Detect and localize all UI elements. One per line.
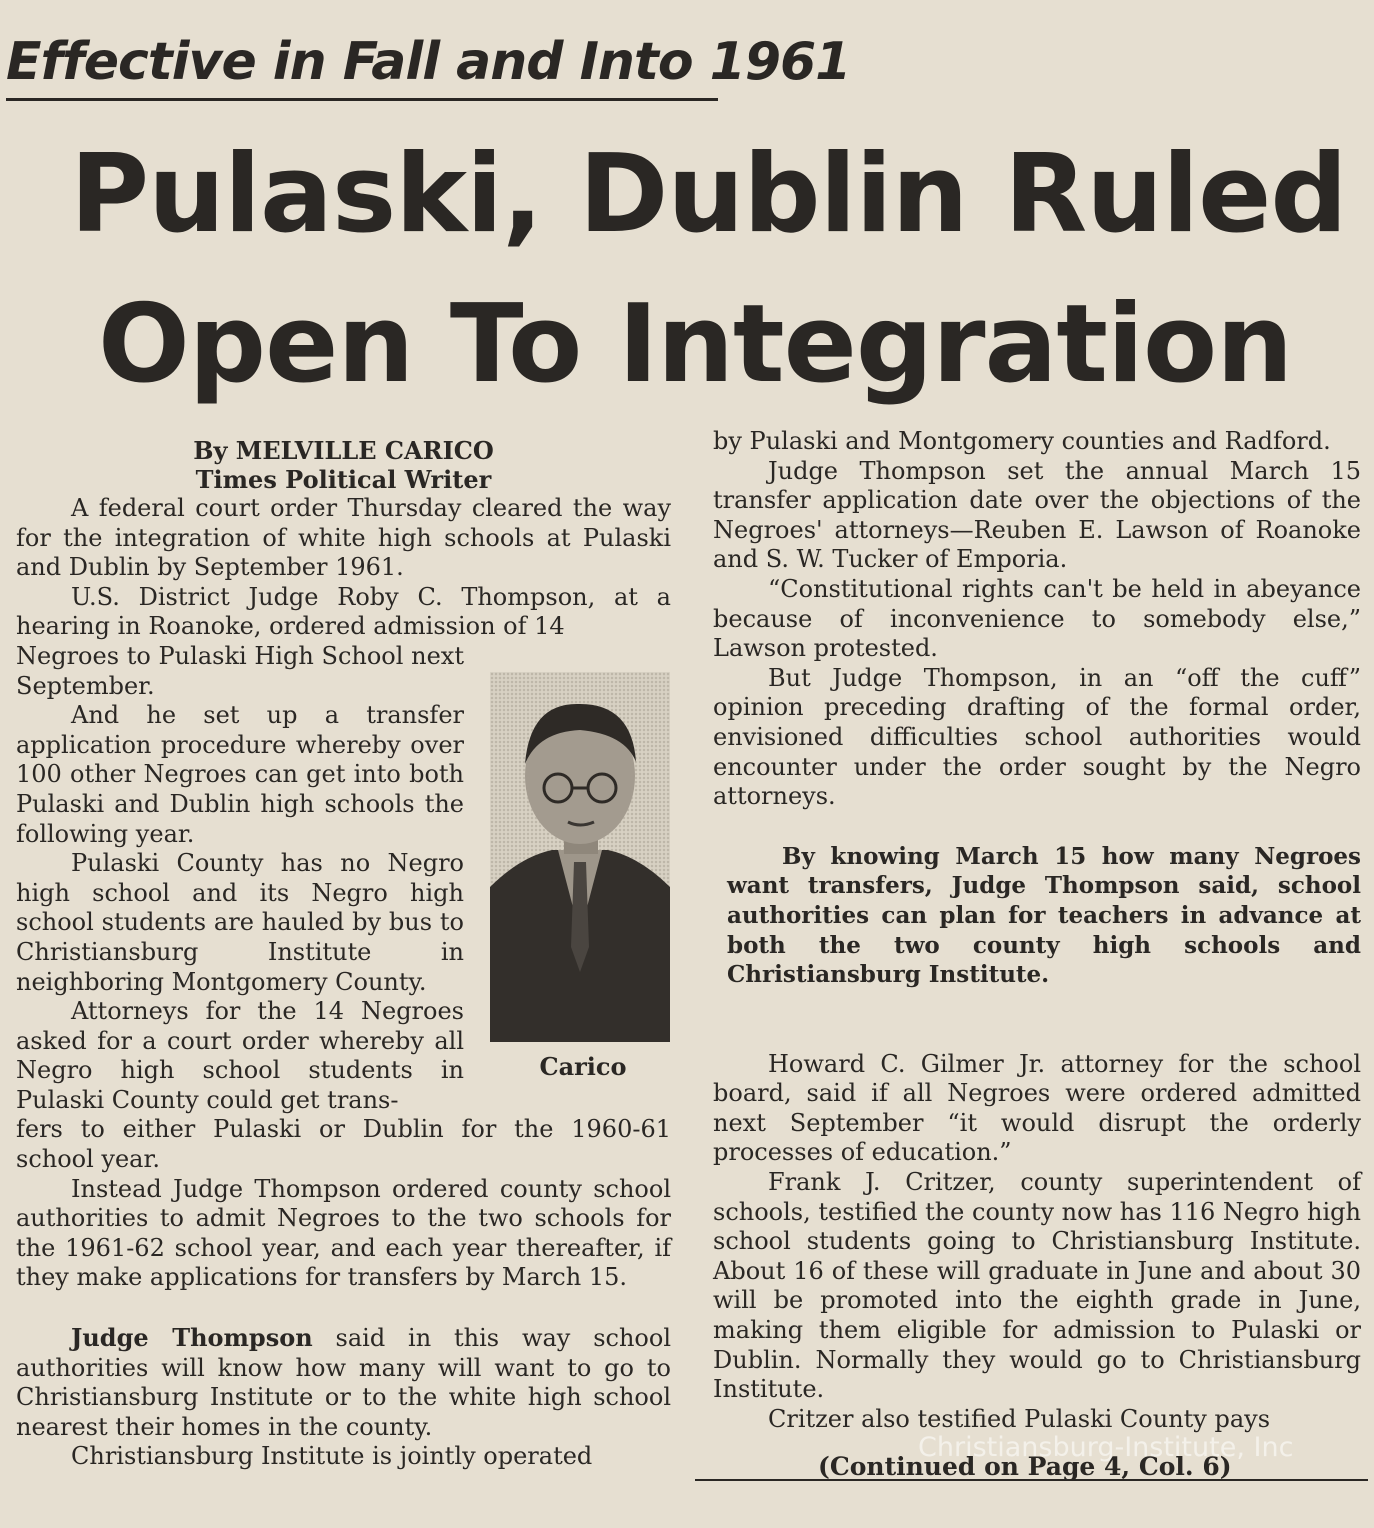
paragraph-text: said in this way school authorities will know how many will want to go to Christiansburg Institute or to the white high school nearest their homes in the county.	[16, 1324, 671, 1441]
main-headline	[70, 120, 1347, 420]
paragraph: A federal court order Thursday cleared the way for the integration of white high schools at Pulaski and Dublin by September 1961.	[16, 494, 671, 582]
headline-line-1: Pulaski, Dublin Ruled	[70, 132, 1347, 257]
byline-title: Times Political Writer	[195, 465, 492, 494]
paragraph: Pulaski County has no Negro high school and its Negro high school students are hauled by bus to Christiansburg Institute in neighboring Montgomery County.	[16, 849, 464, 996]
wrapped-text-beside-photo	[16, 642, 464, 1116]
paragraph	[16, 1323, 671, 1442]
paragraph: “Constitutional rights can't be held in abeyance because of inconvenience to somebody else,” Lawson protested.	[713, 574, 1361, 663]
paragraph: Christiansburg Institute is jointly operated	[71, 1442, 593, 1471]
paragraph: And he set up a transfer application procedure whereby over 100 other Negroes can get into both Pulaski and Dublin high schools the following year.	[16, 701, 464, 848]
paragraph: Instead Judge Thompson ordered county school authorities to admit Negroes to the two schools for the 1961-62 school year, and each year thereafter, if they make applications for transfers by March 15.	[16, 1174, 671, 1292]
portrait-illustration	[490, 672, 670, 1042]
paragraph: Howard C. Gilmer Jr. attorney for the school board, said if all Negroes were ordered admitted next September “it would disrupt the orderly processes of education.”	[713, 1049, 1361, 1167]
paragraph: Attorneys for the 14 Negroes asked for a court order whereby all Negro high school students in Pulaski County could get trans-	[16, 997, 464, 1114]
byline-author: By MELVILLE CARICO	[193, 436, 494, 465]
bold-paragraph: By knowing March 15 how many Negroes want transfers, Judge Thompson said, school authorities can plan for teachers in advance at both the two county high schools and Christiansburg Institute.	[727, 842, 1361, 989]
paragraph: Judge Thompson set the annual March 15 transfer application date over the objections of the Negroes' attorneys—Reuben E. Lawson of Roanoke and S. W. Tucker of Emporia.	[713, 456, 1361, 574]
paragraph: fers to either Pulaski or Dublin for the 1960-61 school year.	[16, 1115, 671, 1174]
paragraph: Frank J. Critzer, county superintendent of schools, testified the county now has 116 Negro high school students going to Christiansburg Institute. About 16 of these will graduate in June and about 30 will be promoted into the eighth grade in June, making them eligible for admission to Pulaski or Dublin. Normally they would go to Christiansburg Institute.	[713, 1168, 1361, 1404]
kicker-headline: Effective in Fall and Into 1961	[6, 26, 718, 101]
right-column	[713, 427, 1361, 1434]
continued-note: (Continued on Page 4, Col. 6)	[818, 1452, 1232, 1481]
photo-caption: Carico	[539, 1052, 627, 1081]
headline-line-2: Open To Integration	[98, 282, 1293, 407]
paragraph: U.S. District Judge Roby C. Thompson, at a hearing in Roanoke, ordered admission of 14	[16, 582, 671, 641]
paragraph: But Judge Thompson, in an “off the cuff” opinion preceding drafting of the formal order, envisioned difficulties school authorities would encounter under the order sought by the Negro attorneys.	[713, 663, 1361, 811]
bottom-rule	[695, 1479, 1368, 1481]
paragraph: by Pulaski and Montgomery counties and Radford.	[713, 427, 1331, 455]
paragraph: Critzer also testified Pulaski County pays	[768, 1404, 1271, 1433]
lead-in-bold: Judge Thompson	[71, 1323, 313, 1353]
author-photo	[490, 672, 670, 1042]
paragraph: Negroes to Pulaski High School next September.	[16, 641, 464, 700]
watermark: Christiansburg-Institute, Inc	[918, 1432, 1294, 1463]
